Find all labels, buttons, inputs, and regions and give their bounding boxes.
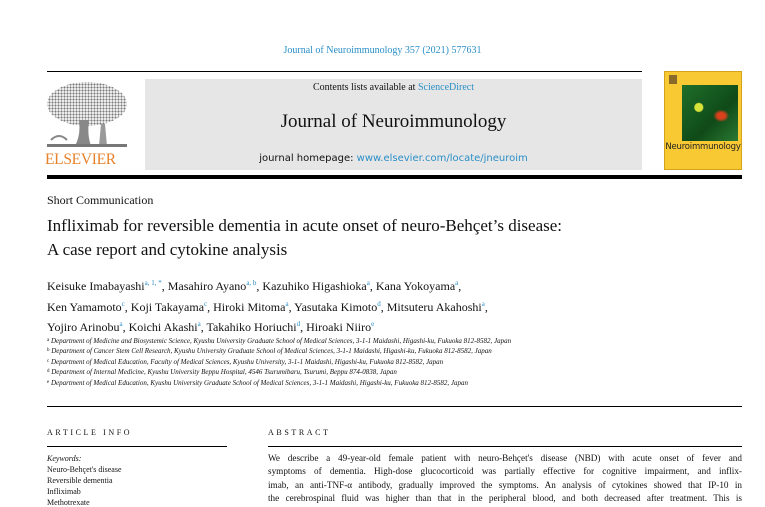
abstract-text — [268, 452, 742, 505]
author-affiliation-marker[interactable]: a — [366, 279, 370, 287]
author-affiliation-marker[interactable]: a — [119, 320, 123, 328]
author-name[interactable]: Hiroaki Niiro — [306, 320, 372, 334]
header-top-rule — [47, 71, 642, 72]
affiliation-key: a — [47, 338, 50, 343]
keyword-item: Reversible dementia — [47, 476, 113, 485]
author-separator: , — [458, 279, 462, 293]
author-affiliation-marker[interactable]: a — [197, 320, 201, 328]
author-name[interactable]: Mitsuteru Akahoshi — [386, 299, 482, 314]
author-name[interactable]: Kazuhiko Higashioka — [262, 279, 367, 293]
author-affiliation-marker[interactable]: a, 1, * — [144, 279, 162, 287]
author-affiliation-marker[interactable]: a — [455, 279, 459, 287]
cover-image — [682, 85, 738, 141]
author-separator: , — [369, 279, 376, 293]
elsevier-wordmark: ELSEVIER — [45, 151, 116, 168]
author-affiliation-marker[interactable]: c — [204, 299, 208, 308]
author-separator: , — [256, 279, 263, 293]
keyword-item: Infliximab — [47, 487, 81, 496]
author-affiliation-marker[interactable]: a, b — [246, 279, 257, 287]
cover-elsevier-mini-logo — [669, 75, 677, 84]
journal-title: Journal of Neuroimmunology — [280, 111, 507, 132]
author-name[interactable]: Keisuke Imabayashi — [47, 279, 145, 293]
author-separator: , — [288, 299, 295, 314]
title-line-2: A case report and cytokine analysis — [47, 240, 288, 259]
abstract-line: the cerebrospinal fluid was higher than that in the peripheral blood, and both decreased after treatment. This is — [268, 492, 742, 503]
author-affiliation-marker[interactable]: d — [296, 320, 301, 328]
author-name[interactable]: Kana Yokoyama — [375, 279, 456, 293]
author-separator: , — [161, 279, 168, 293]
author-name[interactable]: Yojiro Arinobu — [47, 320, 120, 334]
affiliation-text: Department of Medical Education, Faculty of Medical Sciences, Kyushu University, 3-1-1 Maidashi, Higashi-ku, Fukuoka 812-8582, Japan — [50, 357, 444, 366]
affiliation-item — [47, 336, 747, 346]
journal-reference-link[interactable]: Journal of Neuroimmunology 357 (2021) 577631 — [283, 45, 482, 56]
author-line-3 — [47, 316, 747, 337]
abstract-line: We describe a 49-year-old female patient with neuro-Behçet's disease (NBD) with acute onset of fever and — [268, 453, 742, 463]
article-title — [47, 214, 747, 262]
affiliation-text: Department of Medicine and Biosystemic Science, Kyushu University Graduate School of Medical Sciences, 3-1-1 Maidashi, Higashi-ku, Fukuoka 812-8582, Japan — [50, 337, 512, 345]
affiliations-bottom-rule — [47, 406, 742, 407]
keywords-block — [47, 453, 122, 507]
keywords-label: Keywords: — [47, 454, 82, 463]
affiliation-key: d — [47, 369, 50, 375]
author-separator: , — [122, 320, 129, 334]
abstract-line: imab, an anti-TNF-α antibody, gradually improved the symptoms. An analysis of cytokines showed that IP-10 in — [268, 479, 742, 490]
affiliation-key: b — [47, 348, 50, 354]
author-separator: , — [380, 299, 387, 314]
cover-title: Neuroimmunology — [665, 142, 741, 152]
affiliation-text: Department of Cancer Stem Cell Research, Kyushu University Graduate School of Medical Sciences, 3-1-1 Maidashi, Higashi-ku, Fukuoka 812-8582, Japan — [51, 347, 492, 356]
author-list — [47, 275, 747, 337]
affiliation-text: Department of Internal Medicine, Kyushu University Beppu Hospital, 4546 Tsurumibaru, Tsurumi, Beppu 874-0838, Japan — [51, 368, 397, 377]
author-line-1 — [47, 275, 747, 296]
contents-prefix: Contents lists available at — [312, 82, 418, 93]
author-separator: , — [200, 320, 207, 334]
author-affiliation-marker[interactable]: a — [285, 299, 289, 308]
affiliation-key: e — [47, 379, 50, 385]
author-separator: , — [124, 299, 131, 314]
author-name[interactable]: Koji Takayama — [130, 299, 205, 314]
author-line-2 — [47, 296, 747, 317]
article-type: Short Communication — [47, 193, 154, 207]
affiliation-item — [47, 346, 747, 356]
author-name[interactable]: Masahiro Ayano — [167, 279, 247, 293]
article-info-heading: ARTICLE INFO — [47, 428, 133, 437]
header-bottom-rule — [47, 175, 742, 179]
keyword-item: Neuro-Behçet's disease — [47, 465, 122, 474]
affiliation-key: c — [47, 358, 50, 364]
abstract-heading: ABSTRACT — [268, 428, 331, 437]
homepage-prefix: journal homepage: — [259, 153, 357, 164]
author-name[interactable]: Hiroki Mitoma — [213, 299, 286, 314]
author-affiliation-marker[interactable]: c — [121, 299, 125, 308]
journal-cover-thumbnail[interactable] — [664, 71, 742, 170]
author-name[interactable]: Koichi Akashi — [128, 320, 198, 334]
tree-icon — [45, 80, 129, 152]
author-separator: , — [207, 299, 214, 314]
author-affiliation-marker[interactable]: a — [481, 299, 485, 308]
author-affiliation-marker[interactable]: e — [371, 320, 375, 328]
abstract-line: symptoms of dementia. High-dose glucocorticoid was partially effective for cognitive impairment, and inflix- — [268, 466, 742, 477]
author-name[interactable]: Ken Yamamoto — [47, 299, 122, 314]
article-info-rule — [47, 446, 227, 447]
affiliation-item — [47, 367, 747, 377]
affiliation-list — [47, 336, 747, 388]
sciencedirect-link[interactable]: ScienceDirect — [417, 82, 475, 93]
title-line-1: Infliximab for reversible dementia in acute onset of neuro-Behçet’s disease: — [47, 216, 563, 235]
abstract-rule — [268, 446, 742, 447]
journal-banner — [145, 79, 642, 170]
author-affiliation-marker[interactable]: d — [377, 299, 381, 308]
author-name[interactable]: Yasutaka Kimoto — [294, 299, 378, 314]
author-name[interactable]: Takahiko Horiuchi — [206, 320, 297, 334]
affiliation-item — [47, 357, 747, 367]
keyword-item: Methotrexate — [47, 498, 90, 507]
journal-homepage-link[interactable]: www.elsevier.com/locate/jneuroim — [356, 153, 528, 164]
journal-homepage-line — [145, 153, 642, 164]
author-separator: , — [484, 299, 488, 314]
author-separator: , — [300, 320, 307, 334]
affiliation-text: Department of Medical Education, Kyushu University Graduate School of Medical Sciences, 3-1-1 Maidashi, Higashi-ku, Fukuoka 812-8582, Japan — [50, 378, 468, 387]
contents-lists-line — [145, 82, 642, 93]
affiliation-item — [47, 378, 747, 388]
